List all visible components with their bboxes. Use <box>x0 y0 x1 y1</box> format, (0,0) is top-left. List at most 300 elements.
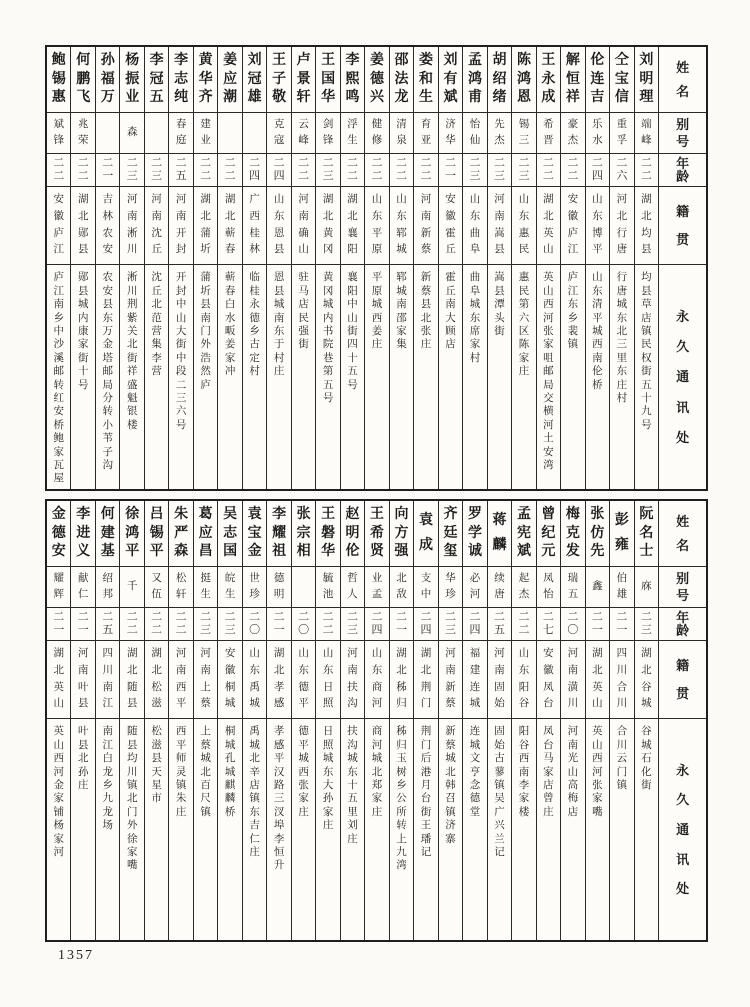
name-cell: 梅 克 发 <box>561 501 584 567</box>
name-cell: 陈 鸿 恩 <box>512 47 535 113</box>
native-cell: 湖 北 荆 门 <box>414 641 437 719</box>
age-cell: 二 三 <box>145 154 168 187</box>
person-column <box>218 501 242 940</box>
address-cell: 蒲 圻 县 南 门 外 浩 然 庐 <box>200 272 211 391</box>
person-column <box>96 501 120 940</box>
age-cell: 二 五 <box>488 608 511 641</box>
person-column <box>365 501 389 940</box>
native-cell: 安 徽 庐 江 <box>561 187 584 265</box>
age-cell: 二 二 <box>537 154 560 187</box>
person-column <box>537 501 561 940</box>
address-cell: 霍 丘 南 大 顾 店 <box>445 272 456 351</box>
age-cell: 二 一 <box>610 608 633 641</box>
byname-cell: 剑 锋 <box>316 113 339 154</box>
age-cell: 二 四 <box>463 608 486 641</box>
byname-cell: 庥 <box>635 567 658 608</box>
age-cell: 二 一 <box>71 608 94 641</box>
native-cell: 山 东 博 平 <box>586 187 609 265</box>
name-cell: 王 磐 华 <box>316 501 339 567</box>
age-cell: 二 三 <box>316 154 339 187</box>
native-cell: 河 北 行 唐 <box>610 187 633 265</box>
name-cell: 袁 宝 金 <box>243 501 266 567</box>
person-column <box>488 501 512 940</box>
name-cell: 吴 志 国 <box>218 501 241 567</box>
person-column <box>586 47 610 489</box>
name-cell: 李 进 义 <box>71 501 94 567</box>
byname-cell: 鑫 <box>586 567 609 608</box>
address-cell: 开 封 中 山 大 街 中 段 二 三 六 号 <box>175 272 187 431</box>
byname-cell: 云 峰 <box>292 113 315 154</box>
address-cell: 郓 城 南 邵 家 集 <box>396 272 407 351</box>
age-cell: 二 二 <box>169 608 192 641</box>
age-cell: 二 〇 <box>292 608 315 641</box>
age-cell: 二 二 <box>561 154 584 187</box>
byname-cell: 豪 杰 <box>561 113 584 154</box>
native-cell: 河 南 固 始 <box>488 641 511 719</box>
native-cell: 吉 林 农 安 <box>96 187 119 265</box>
address-cell: 合 川 云 门 镇 <box>616 726 628 791</box>
native-cell: 河 南 叶 县 <box>71 641 94 719</box>
native-cell: 湖 北 黄 冈 <box>316 187 339 265</box>
name-cell: 孟 宪 斌 <box>512 501 535 567</box>
name-cell: 刘 冠 雄 <box>243 47 266 113</box>
name-cell: 王 国 华 <box>316 47 339 113</box>
native-cell: 湖 北 襄 阳 <box>341 187 364 265</box>
person-column <box>561 47 585 489</box>
byname-cell: 春 庭 <box>169 113 192 154</box>
person-column <box>267 501 291 940</box>
address-cell: 禹 城 北 辛 店 镇 东 吉 仁 庄 <box>249 726 260 858</box>
person-column <box>610 47 634 489</box>
person-column <box>439 47 463 489</box>
name-cell: 解 恒 祥 <box>561 47 584 113</box>
name-cell: 赵 明 伦 <box>341 501 364 567</box>
age-cell-header-label: 年 龄 <box>659 608 706 641</box>
name-cell: 张 仿 先 <box>586 501 609 567</box>
person-column <box>194 47 218 489</box>
name-cell: 刘 有 斌 <box>439 47 462 113</box>
byname-cell: 克 寇 <box>267 113 290 154</box>
byname-cell: 皖 生 <box>218 567 241 608</box>
age-cell-header-label: 年 龄 <box>659 154 706 187</box>
address-cell: 郧 县 城 内 康 家 街 十 号 <box>77 272 89 391</box>
name-cell: 张 宗 相 <box>292 501 315 567</box>
byname-cell: 毓 池 <box>316 567 339 608</box>
byname-cell: 续 唐 <box>488 567 511 608</box>
address-cell: 新 蔡 城 北 韩 召 镇 济 寨 <box>445 726 456 845</box>
native-cell: 湖 北 郧 县 <box>71 187 94 265</box>
byname-cell: 建 业 <box>194 113 217 154</box>
native-cell: 河 南 确 山 <box>292 187 315 265</box>
person-column <box>463 47 487 489</box>
byname-cell: 哲 人 <box>341 567 364 608</box>
address-cell: 山 东 清 平 城 西 南 伦 桥 <box>592 272 603 391</box>
native-cell: 河 南 扶 沟 <box>341 641 364 719</box>
person-column <box>463 501 487 940</box>
age-cell: 二 三 <box>120 154 143 187</box>
age-cell: 二 〇 <box>561 608 584 641</box>
native-cell: 湖 北 蒲 圻 <box>194 187 217 265</box>
age-cell: 二 二 <box>120 608 143 641</box>
byname-cell: 瑞 五 <box>561 567 584 608</box>
native-cell: 河 南 西 平 <box>169 641 192 719</box>
person-column <box>169 47 193 489</box>
byname-cell <box>243 113 266 154</box>
age-cell: 二 三 <box>463 154 486 187</box>
age-cell: 二 三 <box>194 608 217 641</box>
age-cell: 二 一 <box>267 608 290 641</box>
age-cell: 二 〇 <box>243 608 266 641</box>
byname-cell: 北 敌 <box>390 567 413 608</box>
native-cell: 湖 北 英 山 <box>47 641 70 719</box>
name-cell: 鲍 锡 惠 <box>47 47 70 113</box>
age-cell: 二 三 <box>218 608 241 641</box>
page-number: 1357 <box>58 948 94 963</box>
directory-table-bottom <box>45 499 708 942</box>
address-cell: 庐 江 东 乡 裴 镇 <box>567 272 579 351</box>
person-column <box>439 501 463 940</box>
native-cell: 安 徽 凤 台 <box>537 641 560 719</box>
name-cell: 李 耀 祖 <box>267 501 290 567</box>
person-column <box>47 501 71 940</box>
person-column <box>169 501 193 940</box>
name-cell: 曾 纪 元 <box>537 501 560 567</box>
person-column <box>586 501 610 940</box>
byname-cell: 耀 辉 <box>47 567 70 608</box>
native-cell-header-label: 籍 贯 <box>659 187 706 265</box>
address-cell: 临 桂 永 德 乡 古 定 村 <box>249 272 260 378</box>
byname-cell: 森 <box>120 113 143 154</box>
byname-cell: 业 孟 <box>365 567 388 608</box>
name-cell: 蒋 麟 <box>488 501 511 567</box>
name-cell: 彭 雍 <box>610 501 633 567</box>
byname-cell: 清 泉 <box>390 113 413 154</box>
address-cell: 松 滋 县 天 星 市 <box>151 726 162 805</box>
native-cell: 福 建 连 城 <box>463 641 486 719</box>
native-cell: 河 南 潢 川 <box>561 641 584 719</box>
address-cell: 沈 丘 北 范 营 集 李 营 <box>151 272 162 378</box>
name-cell: 卢 景 轩 <box>292 47 315 113</box>
age-cell: 二 七 <box>537 608 560 641</box>
address-cell: 固 始 古 蓼 镇 吴 广 兴 兰 记 <box>494 726 505 858</box>
byname-cell: 世 珍 <box>243 567 266 608</box>
address-cell: 商 河 城 北 郑 家 庄 <box>371 726 383 818</box>
age-cell: 二 三 <box>439 608 462 641</box>
address-cell-header-label: 永 久 通 讯 处 <box>676 762 690 897</box>
age-cell: 二 四 <box>267 154 290 187</box>
person-column <box>390 501 414 940</box>
age-cell: 二 二 <box>390 154 413 187</box>
byname-cell: 又 伍 <box>145 567 168 608</box>
person-column <box>71 501 95 940</box>
byname-cell <box>96 113 119 154</box>
age-cell: 二 五 <box>169 154 192 187</box>
native-cell: 四 川 南 江 <box>96 641 119 719</box>
byname-cell: 兆 荣 <box>71 113 94 154</box>
byname-cell: 华 珍 <box>439 567 462 608</box>
person-column <box>512 47 536 489</box>
person-column <box>414 47 438 489</box>
byname-cell <box>218 113 241 154</box>
address-cell: 德 平 城 西 张 家 庄 <box>298 726 309 818</box>
person-column <box>561 501 585 940</box>
person-column <box>120 47 144 489</box>
name-cell: 孙 福 万 <box>96 47 119 113</box>
byname-cell: 挺 生 <box>194 567 217 608</box>
address-cell: 蕲 春 白 水 畈 姜 家 冲 <box>224 272 236 378</box>
name-cell: 葛 应 昌 <box>194 501 217 567</box>
age-cell: 二 三 <box>341 608 364 641</box>
native-cell: 广 西 桂 林 <box>243 187 266 265</box>
name-cell: 仝 宝 信 <box>610 47 633 113</box>
address-cell: 淅 川 荆 紫 关 北 街 祥 盛 魁 银 楼 <box>126 272 138 431</box>
age-cell: 二 二 <box>635 154 658 187</box>
person-column <box>292 501 316 940</box>
native-cell: 山 东 郓 城 <box>390 187 413 265</box>
age-cell: 二 四 <box>414 608 437 641</box>
name-cell: 徐 鸿 平 <box>120 501 143 567</box>
person-column <box>365 47 389 489</box>
address-cell: 驻 马 店 民 强 街 <box>298 272 309 351</box>
age-cell: 二 一 <box>439 154 462 187</box>
age-cell: 二 二 <box>341 154 364 187</box>
native-cell: 湖 北 随 县 <box>120 641 143 719</box>
byname-cell: 先 杰 <box>488 113 511 154</box>
byname-cell <box>145 113 168 154</box>
name-cell: 王 子 敬 <box>267 47 290 113</box>
byname-cell: 起 杰 <box>512 567 535 608</box>
name-cell: 阮 名 士 <box>635 501 658 567</box>
byname-cell: 千 <box>120 567 143 608</box>
native-cell: 湖 北 谷 城 <box>635 641 658 719</box>
name-cell: 刘 明 理 <box>635 47 658 113</box>
native-cell: 四 川 合 川 <box>610 641 633 719</box>
address-cell: 平 原 城 西 姜 庄 <box>371 272 383 351</box>
native-cell: 湖 北 松 滋 <box>145 641 168 719</box>
address-cell: 恩 县 城 南 东 于 村 庄 <box>273 272 285 378</box>
name-cell: 朱 严 森 <box>169 501 192 567</box>
name-cell: 伦 连 吉 <box>586 47 609 113</box>
name-cell: 李 冠 五 <box>145 47 168 113</box>
native-cell: 山 东 禹 城 <box>243 641 266 719</box>
person-column <box>341 501 365 940</box>
byname-cell: 浮 生 <box>341 113 364 154</box>
address-cell: 连 城 文 亨 念 德 堂 <box>469 726 481 818</box>
address-cell: 惠 民 第 六 区 陈 家 庄 <box>518 272 530 378</box>
name-cell: 姜 德 兴 <box>365 47 388 113</box>
address-cell: 荆 门 后 港 月 台 街 王 璠 记 <box>420 726 432 858</box>
byname-cell: 必 河 <box>463 567 486 608</box>
native-cell: 山 东 平 原 <box>365 187 388 265</box>
native-cell: 山 东 阳 谷 <box>512 641 535 719</box>
address-cell: 南 江 白 龙 乡 九 龙 场 <box>102 726 113 832</box>
address-cell: 新 蔡 县 北 张 庄 <box>420 272 432 351</box>
byname-cell-header-label: 别 号 <box>659 113 706 154</box>
byname-cell: 端 峰 <box>635 113 658 154</box>
native-cell: 山 东 曲 阜 <box>463 187 486 265</box>
address-cell: 庐 江 南 乡 中 沙 溪 邮 转 红 安 桥 鲍 家 瓦 屋 <box>53 272 64 485</box>
byname-cell: 济 华 <box>439 113 462 154</box>
name-cell: 袁 成 <box>414 501 437 567</box>
age-cell: 二 二 <box>218 154 241 187</box>
native-cell: 河 南 淅 川 <box>120 187 143 265</box>
age-cell: 二 二 <box>194 154 217 187</box>
age-cell: 二 三 <box>512 154 535 187</box>
address-cell: 河 南 光 山 高 梅 店 <box>567 726 579 818</box>
age-cell: 二 一 <box>96 154 119 187</box>
name-cell: 杨 振 业 <box>120 47 143 113</box>
native-cell: 湖 北 蕲 春 <box>218 187 241 265</box>
address-cell: 日 照 城 东 大 孙 家 庄 <box>322 726 334 832</box>
age-cell: 二 二 <box>292 154 315 187</box>
name-cell: 李 熙 鸣 <box>341 47 364 113</box>
person-column <box>96 47 120 489</box>
byname-cell: 松 轩 <box>169 567 192 608</box>
name-cell: 胡 绍 绪 <box>488 47 511 113</box>
name-cell: 向 方 强 <box>390 501 413 567</box>
person-column <box>488 47 512 489</box>
person-column <box>243 501 267 940</box>
address-cell: 襄 阳 中 山 街 四 十 五 号 <box>347 272 358 391</box>
native-cell: 河 南 新 蔡 <box>414 187 437 265</box>
name-cell: 吕 锡 平 <box>145 501 168 567</box>
native-cell: 安 徽 庐 江 <box>47 187 70 265</box>
address-cell: 均 县 草 店 镇 民 权 街 五 十 九 号 <box>641 272 652 431</box>
person-column <box>71 47 95 489</box>
person-column <box>635 47 659 489</box>
name-cell: 李 志 纯 <box>169 47 192 113</box>
native-cell-header-label: 籍 贯 <box>659 641 706 719</box>
age-cell: 二 二 <box>512 608 535 641</box>
age-cell: 二 四 <box>586 154 609 187</box>
address-cell: 英 山 西 河 金 家 铺 杨 家 河 <box>53 726 64 858</box>
person-column <box>316 501 340 940</box>
byname-cell: 绍 邦 <box>96 567 119 608</box>
name-cell: 王 希 贤 <box>365 501 388 567</box>
byname-cell-header-label: 别 号 <box>659 567 706 608</box>
name-cell: 罗 学 诚 <box>463 501 486 567</box>
native-cell: 河 南 沈 丘 <box>145 187 168 265</box>
person-column <box>218 47 242 489</box>
native-cell: 湖 北 秭 归 <box>390 641 413 719</box>
byname-cell <box>292 567 315 608</box>
age-cell: 二 一 <box>586 608 609 641</box>
byname-cell: 凤 怡 <box>537 567 560 608</box>
native-cell: 山 东 商 河 <box>365 641 388 719</box>
name-cell: 娄 和 生 <box>414 47 437 113</box>
header-column <box>659 501 706 940</box>
native-cell: 安 徽 桐 城 <box>218 641 241 719</box>
native-cell: 山 东 日 照 <box>316 641 339 719</box>
name-cell-header-label: 姓 名 <box>659 501 706 567</box>
name-cell: 姜 应 潮 <box>218 47 241 113</box>
byname-cell: 支 中 <box>414 567 437 608</box>
age-cell: 二 五 <box>96 608 119 641</box>
person-column <box>120 501 144 940</box>
directory-table-top <box>45 45 708 491</box>
age-cell: 二 二 <box>414 154 437 187</box>
age-cell: 二 二 <box>145 608 168 641</box>
address-cell: 秭 归 玉 树 乡 公 所 转 上 九 湾 <box>396 726 407 872</box>
person-column <box>145 501 169 940</box>
age-cell: 二 一 <box>47 608 70 641</box>
native-cell: 河 南 开 封 <box>169 187 192 265</box>
person-column <box>145 47 169 489</box>
address-cell: 阳 谷 西 南 李 家 楼 <box>518 726 530 818</box>
native-cell: 河 南 新 蔡 <box>439 641 462 719</box>
person-column <box>635 501 659 940</box>
native-cell: 安 徽 霍 丘 <box>439 187 462 265</box>
age-cell: 二 二 <box>365 154 388 187</box>
native-cell: 湖 北 均 县 <box>635 187 658 265</box>
address-cell: 叶 县 北 孙 庄 <box>77 726 89 791</box>
byname-cell: 育 亚 <box>414 113 437 154</box>
address-cell: 孝 感 平 汉 路 三 汊 埠 李 恒 升 <box>273 726 285 872</box>
age-cell: 二 三 <box>635 608 658 641</box>
address-cell: 随 县 均 川 镇 北 门 外 徐 家 嘴 <box>126 726 138 872</box>
header-column <box>659 47 706 489</box>
address-cell: 英 山 西 河 张 家 嘴 <box>592 726 603 818</box>
native-cell: 湖 北 英 山 <box>586 641 609 719</box>
person-column <box>537 47 561 489</box>
native-cell: 山 东 惠 民 <box>512 187 535 265</box>
person-column <box>267 47 291 489</box>
native-cell: 湖 北 英 山 <box>537 187 560 265</box>
address-cell: 凤 台 马 家 店 曾 庄 <box>543 726 554 818</box>
native-cell: 湖 北 孝 感 <box>267 641 290 719</box>
name-cell: 金 德 安 <box>47 501 70 567</box>
byname-cell: 斌 锋 <box>47 113 70 154</box>
person-column <box>243 47 267 489</box>
address-cell: 谷 城 石 化 街 <box>641 726 652 791</box>
byname-cell: 健 修 <box>365 113 388 154</box>
address-cell: 桐 城 孔 城 麒 麟 桥 <box>224 726 236 818</box>
name-cell: 王 永 成 <box>537 47 560 113</box>
address-cell: 西 平 师 灵 镇 朱 庄 <box>175 726 187 818</box>
age-cell: 二 一 <box>390 608 413 641</box>
address-cell: 农 安 县 东 万 金 塔 邮 局 分 转 小 苇 子 沟 <box>102 272 113 471</box>
person-column <box>512 501 536 940</box>
age-cell: 二 四 <box>365 608 388 641</box>
address-cell: 扶 沟 城 东 十 五 里 刘 庄 <box>347 726 358 845</box>
age-cell: 二 二 <box>316 608 339 641</box>
age-cell: 二 四 <box>243 154 266 187</box>
byname-cell: 乐 水 <box>586 113 609 154</box>
byname-cell: 锡 三 <box>512 113 535 154</box>
person-column <box>316 47 340 489</box>
native-cell: 山 东 恩 县 <box>267 187 290 265</box>
name-cell: 齐 廷 玺 <box>439 501 462 567</box>
person-column <box>292 47 316 489</box>
address-cell: 英 山 西 河 张 家 咀 邮 局 交 横 河 土 安 湾 <box>543 272 554 471</box>
name-cell: 邵 法 龙 <box>390 47 413 113</box>
byname-cell: 德 明 <box>267 567 290 608</box>
person-column <box>47 47 71 489</box>
address-cell: 上 蔡 城 北 百 尺 镇 <box>200 726 211 818</box>
person-column <box>390 47 414 489</box>
person-column <box>194 501 218 940</box>
name-cell: 何 鹏 飞 <box>71 47 94 113</box>
address-cell: 嵩 县 潭 头 街 <box>494 272 505 337</box>
address-cell: 曲 阜 城 东 席 家 村 <box>469 272 481 364</box>
age-cell: 二 二 <box>71 154 94 187</box>
native-cell: 河 南 上 蔡 <box>194 641 217 719</box>
name-cell: 何 建 基 <box>96 501 119 567</box>
byname-cell: 怡 仙 <box>463 113 486 154</box>
byname-cell: 伯 雄 <box>610 567 633 608</box>
byname-cell: 重 孚 <box>610 113 633 154</box>
person-column <box>341 47 365 489</box>
